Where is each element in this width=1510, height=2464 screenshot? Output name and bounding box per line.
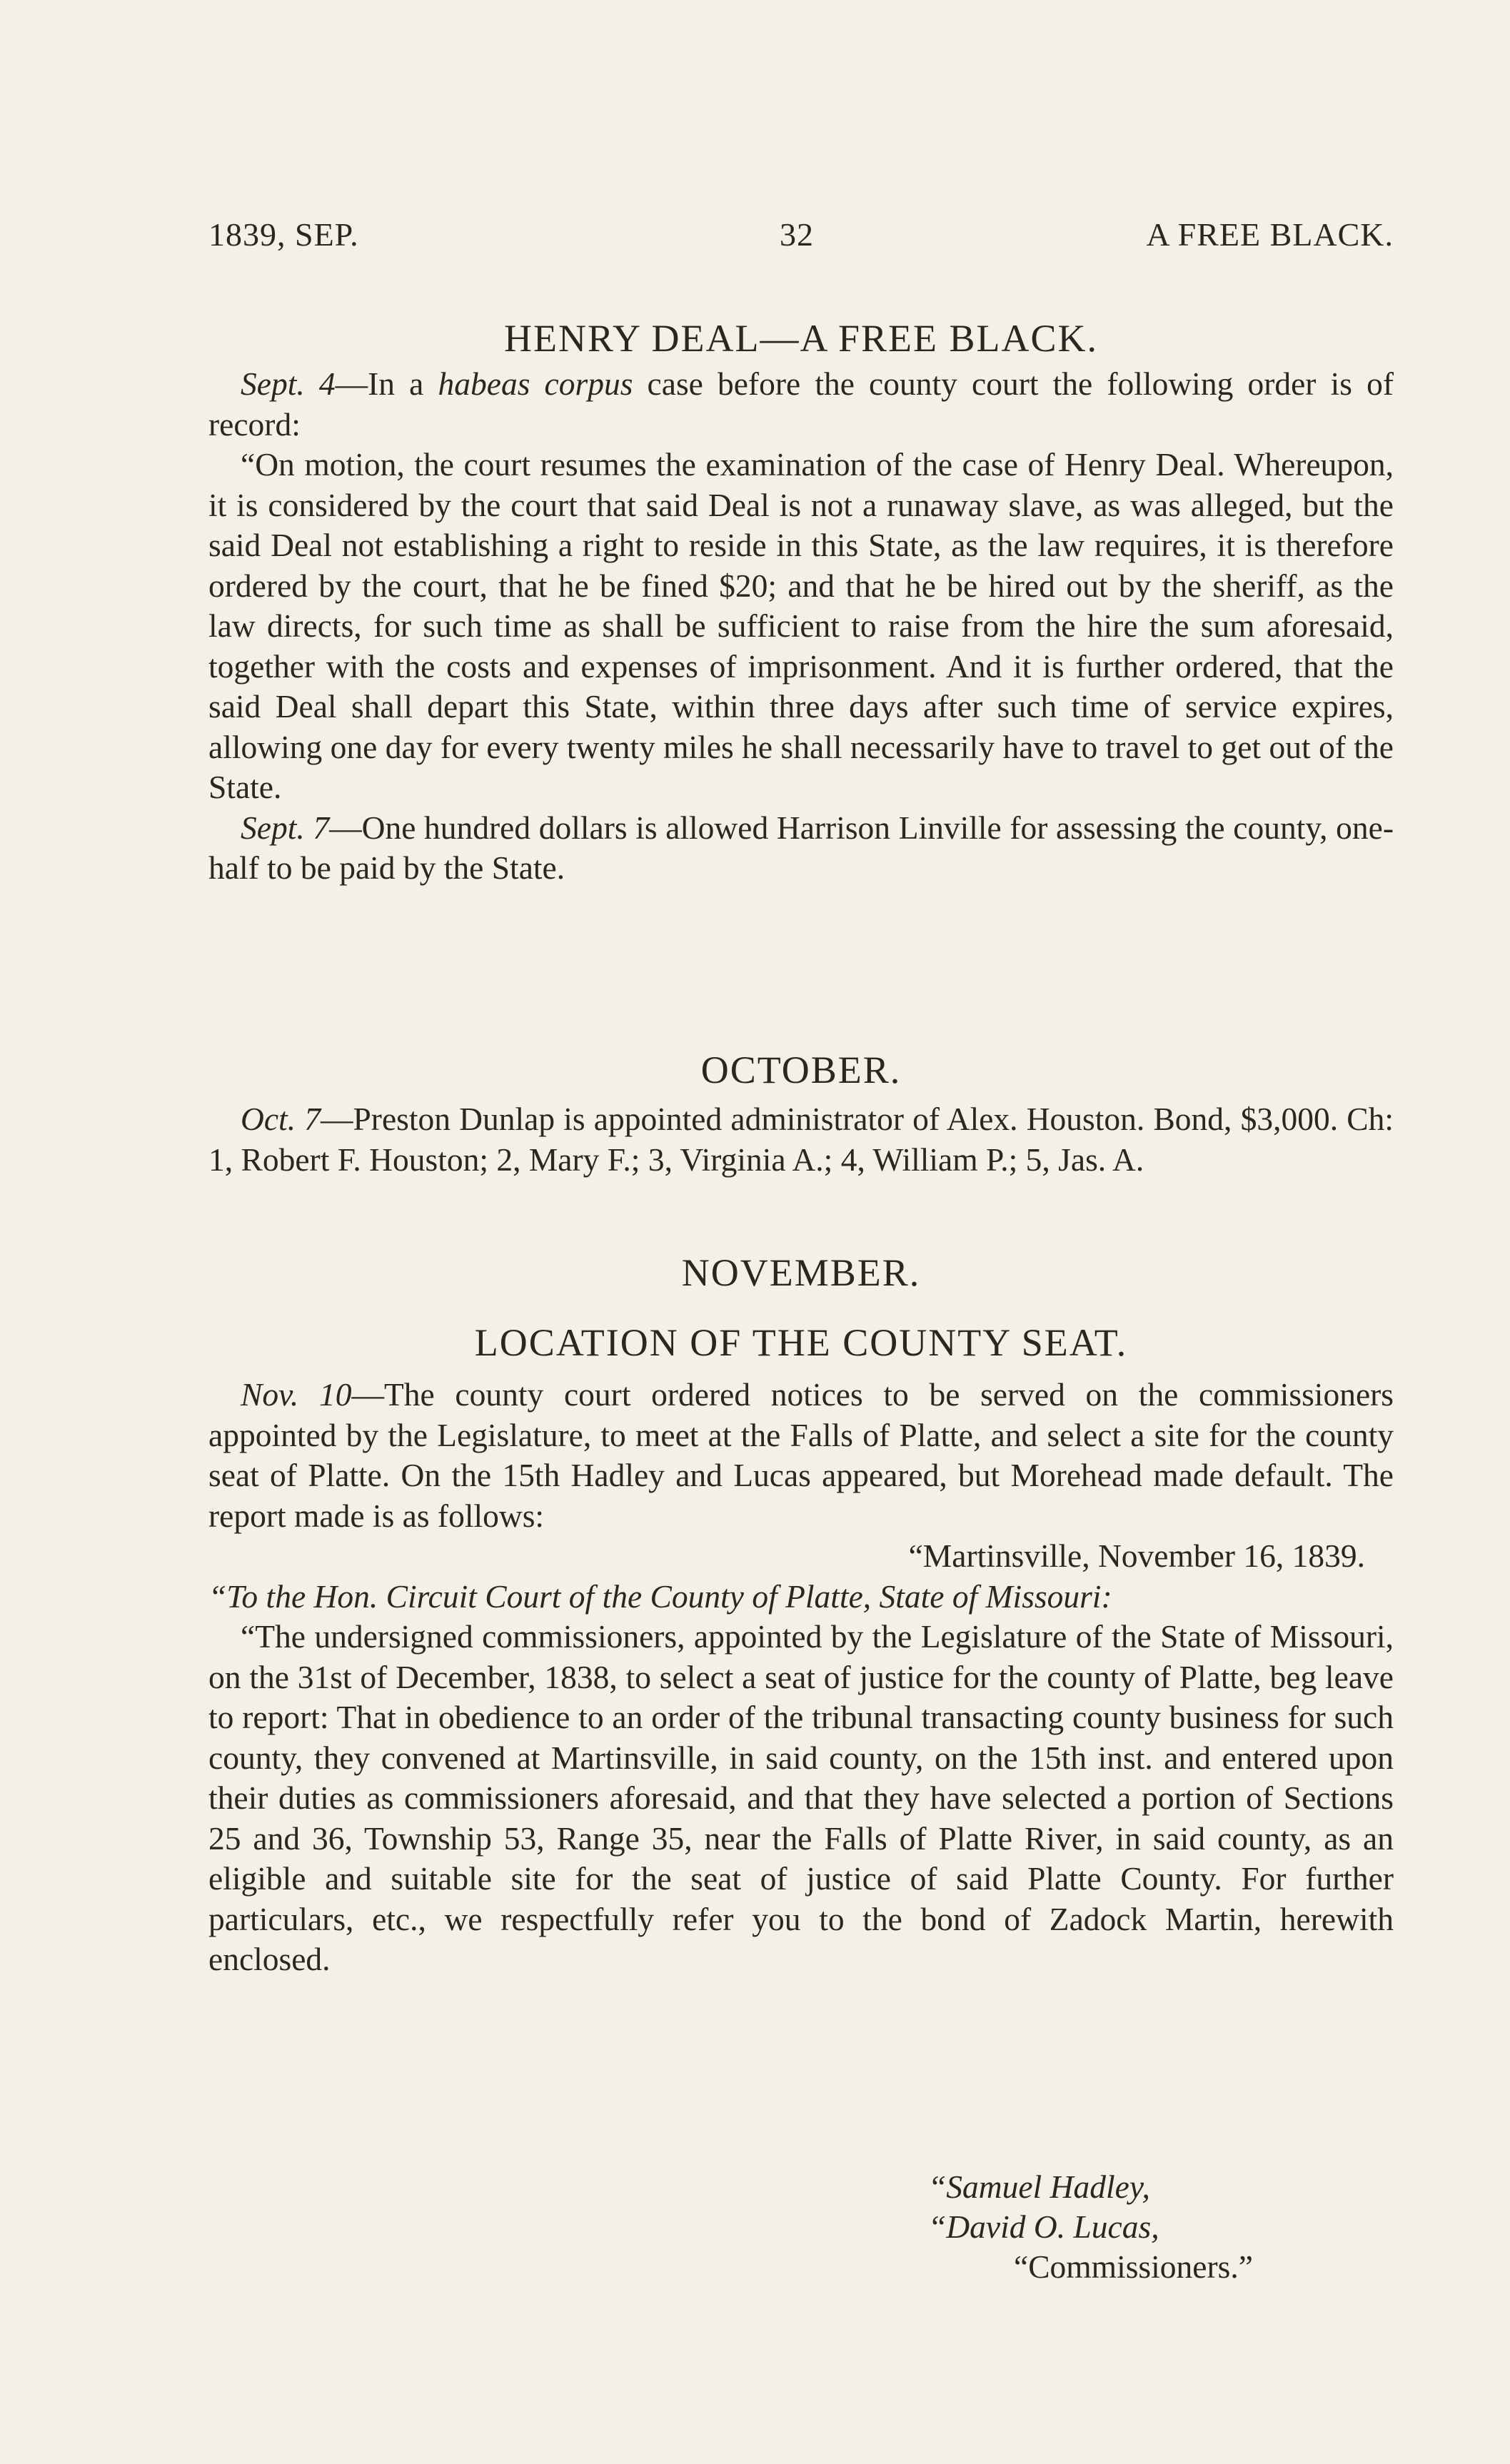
- paragraph-linville: Sept. 7—One hundred dollars is allowed Harrison Linville for assessing the county, one-half to be paid by the State.: [208, 809, 1394, 886]
- date-oct-7: Oct. 7: [241, 1101, 321, 1137]
- paragraph-court-order: “On motion, the court resumes the examination of the case of Henry Deal. Whereupon, it is considered by the court that said Deal is not a runaway slave, as was alleged, but the said Deal not establishing a right to reside in this State, as the law requires, it is therefore ordered by the court, that he be fined $20; and that he be hired out by the sheriff, as the law directs, for such time as shall be sufficient to raise from the hire the sum aforesaid, together with the costs and expenses of imprisonment. And it is further ordered, that the said Deal shall depart this State, within three days after such time of service expires, allowing one day for every twenty miles he shall necessarily have to travel to get out of the State.: [208, 446, 1394, 805]
- signature-lucas: “David O. Lucas,: [928, 2208, 1159, 2245]
- section-henry-deal-body: [208, 364, 1394, 889]
- section-subtitle-county-seat: LOCATION OF THE COUNTY SEAT.: [474, 1321, 1128, 1364]
- section-november-body: [208, 1375, 1394, 1980]
- section-title-november: NOVEMBER.: [681, 1251, 921, 1294]
- date-sept-7: Sept. 7: [241, 809, 330, 846]
- section-title-henry-deal: HENRY DEAL—A FREE BLACK.: [503, 317, 1099, 360]
- paragraph-habeas-corpus: Sept. 4—In a habeas corpus case before the county court the following order is of record:: [208, 365, 1394, 443]
- date-sept-4: Sept. 4: [241, 365, 336, 402]
- section-title-october: OCTOBER.: [700, 1049, 902, 1091]
- paragraph-commissioners-report: “The undersigned commissioners, appointed by the Legislature of the State of Missouri, on the 31st of December, 1838, to select a seat of justice for the county of Platte, beg leave to report: That in obedience to an order of the tribunal transacting county business for such county, they convened at Martinsville, in said county, on the 15th inst. and entered upon their duties as commissioners aforesaid, and that they have selected a portion of Sections 25 and 36, Township 53, Range 35, near the Falls of Platte River, in said county, as an eligible and suitable site for the seat of justice of said Platte County. For further particulars, etc., we respectfully refer you to the bond of Zadock Martin, herewith enclosed.: [208, 1618, 1394, 1977]
- date-nov-10: Nov. 10: [241, 1376, 352, 1413]
- paragraph-notices: Nov. 10—The county court ordered notices to be served on the commissioners appointed by the Legislature, to meet at the Falls of Platte, and select a site for the county seat of Platte. On the 15th Hadley and Lucas appeared, but Morehead made default. The report made is as follows:: [208, 1376, 1394, 1534]
- signature-hadley: “Samuel Hadley,: [928, 2168, 1150, 2205]
- running-head-date: 1839, SEP.: [208, 216, 359, 253]
- habeas-corpus-term: habeas corpus: [438, 365, 633, 402]
- book-page: [208, 0, 1394, 2464]
- signature-block: [208, 2167, 1394, 2287]
- signature-commissioners: “Commissioners.”: [1014, 2248, 1253, 2285]
- paragraph-dunlap: Oct. 7—Preston Dunlap is appointed administrator of Alex. Houston. Bond, $3,000. Ch: 1, Robert F. Houston; 2, Mary F.; 3, Virginia A.; 4, William P.; 5, Jas. A.: [208, 1101, 1394, 1178]
- section-october-body: [208, 1099, 1394, 1180]
- page-number: 32: [780, 216, 814, 253]
- running-head-title: A FREE BLACK.: [1146, 216, 1394, 253]
- salutation: “To the Hon. Circuit Court of the County of Platte, State of Missouri:: [208, 1577, 1112, 1615]
- dateline: “Martinsville, November 16, 1839.: [908, 1538, 1365, 1574]
